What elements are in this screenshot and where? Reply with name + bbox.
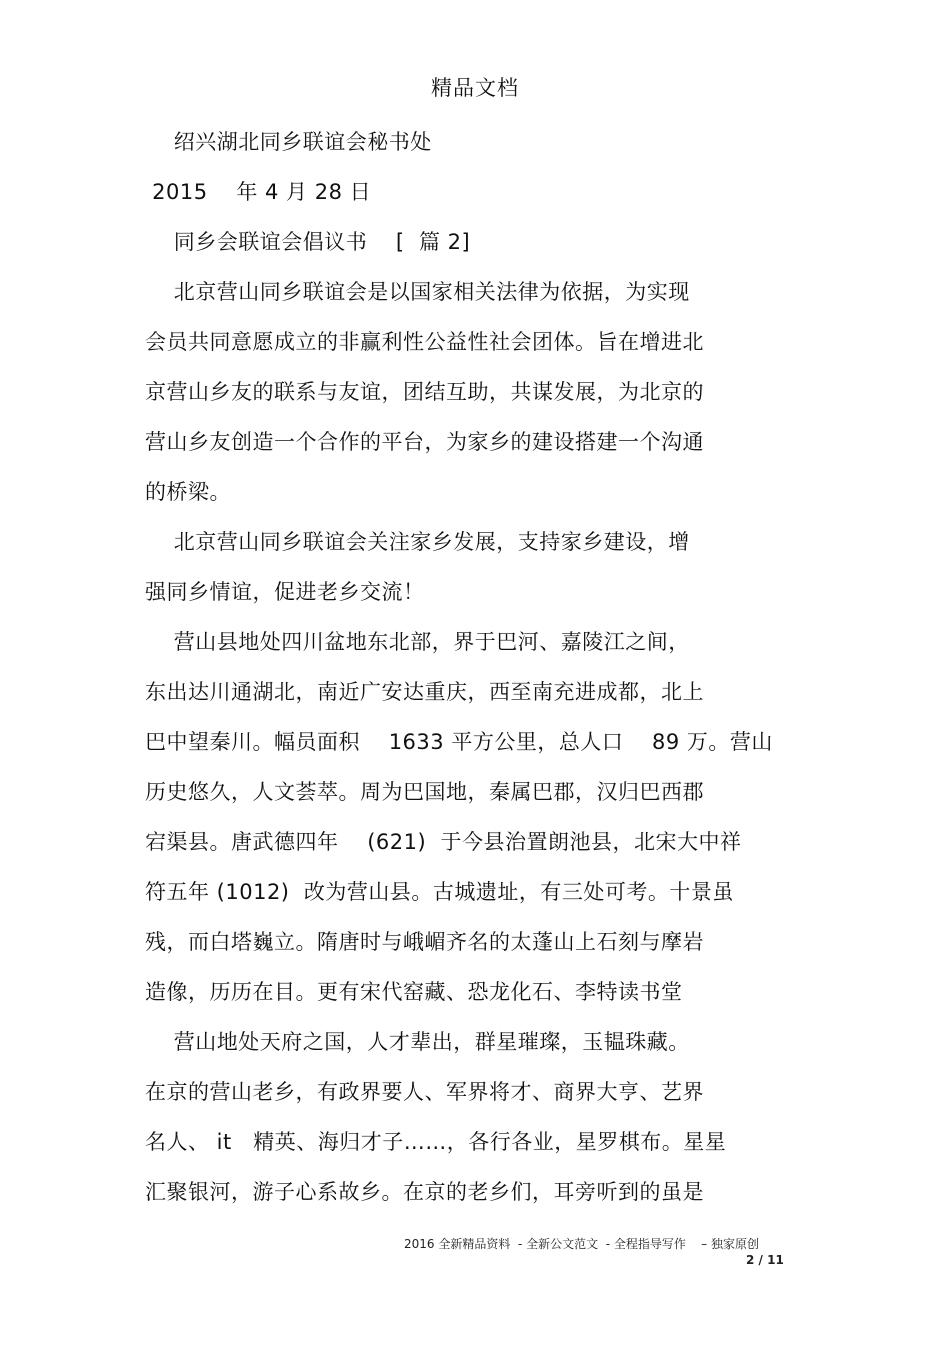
body-line: 绍兴湖北同乡联谊会秘书处 <box>145 130 432 154</box>
body-line: 历史悠久，人文荟萃。周为巴国地，秦属巴郡，汉归巴西郡 <box>145 780 704 804</box>
body-line: 巴中望秦川。幅员面积 1633 平方公里，总人口 89 万。营山 <box>145 730 773 754</box>
body-line: 京营山乡友的联系与友谊，团结互助，共谋发展，为北京的 <box>145 380 704 404</box>
body-line: 同乡会联谊会倡议书 [ 篇 2] <box>145 230 471 254</box>
body-line: 2015 年 4 月 28 日 <box>145 180 372 204</box>
body-line: 残，而白塔巍立。隋唐时与峨嵋齐名的太蓬山上石刻与摩岩 <box>145 930 704 954</box>
body-line: 东出达川通湖北，南近广安达重庆，西至南充进成都，北上 <box>145 680 704 704</box>
body-line: 名人、 it 精英、海归才子……，各行各业，星罗棋布。星星 <box>145 1130 727 1154</box>
body-line: 会员共同意愿成立的非赢利性公益性社会团体。旨在增进北 <box>145 330 704 354</box>
body-line: 强同乡情谊，促进老乡交流！ <box>145 580 425 604</box>
body-line: 在京的营山老乡，有政界要人、军界将才、商界大亨、艺界 <box>145 1080 704 1104</box>
body-line: 汇聚银河，游子心系故乡。在京的老乡们，耳旁听到的虽是 <box>145 1180 704 1204</box>
body-line: 北京营山同乡联谊会是以国家相关法律为依据，为实现 <box>145 280 690 304</box>
body-line: 的桥梁。 <box>145 480 231 504</box>
body-line: 宕渠县。唐武德四年 (621) 于今县治置朗池县，北宋大中祥 <box>145 830 742 854</box>
body-line: 造像，历历在目。更有宋代窑藏、恐龙化石、李特读书堂 <box>145 980 683 1004</box>
body-line: 营山地处天府之国，人才辈出，群星璀璨，玉韫珠藏。 <box>145 1030 690 1054</box>
body-line: 营山县地处四川盆地东北部，界于巴河、嘉陵江之间， <box>145 630 690 654</box>
body-line: 营山乡友创造一个合作的平台，为家乡的建设搭建一个沟通 <box>145 430 704 454</box>
body-line: 符五年 (1012) 改为营山县。古城遗址，有三处可考。十景虽 <box>145 880 734 904</box>
body-line: 北京营山同乡联谊会关注家乡发展，支持家乡建设，增 <box>145 530 690 554</box>
page-footer-text: 2016 全新精品资料 - 全新公文范文 - 全程指导写作 – 独家原创 <box>404 1237 759 1251</box>
page-header-title: 精品文档 <box>431 76 519 100</box>
page-number: 2 / 11 <box>746 1253 784 1267</box>
